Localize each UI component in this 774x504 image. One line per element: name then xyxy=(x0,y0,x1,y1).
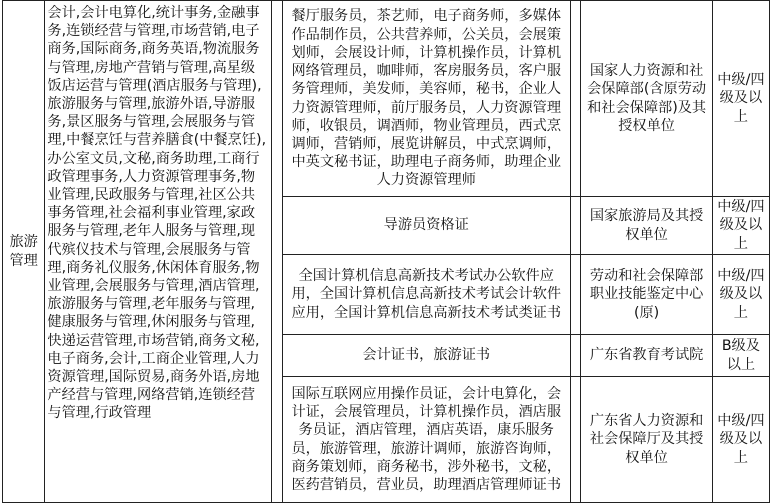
certificate-cell xyxy=(282,1,570,197)
certificate-text: 会计证书，旅游证书 xyxy=(362,347,491,364)
certificate-table xyxy=(2,0,770,503)
spacer-cell xyxy=(570,335,581,377)
table-row xyxy=(3,1,770,197)
certificate-cell xyxy=(282,377,570,503)
certificate-text: 导游员资格证 xyxy=(383,217,469,234)
level-cell: 中级/四级及以上 xyxy=(712,1,769,197)
certificate-cell xyxy=(282,197,570,255)
certificate-text: 餐厅服务员，茶艺师，电子商务师，多媒体作品制作员，公共营养师，公关员，会展策划师，会展设计师，计算机操作员，计算机网络管理员，咖啡师，客房服务员，客户服务管理师，美发师，美容师，秘书，企业人力资源管理师，前厅服务员，人力资源管理师，收银员，调酒师，物业管理员，西式烹调师，营销师，展览讲解员，中式烹调师，中英文秘书证，助理电子商务师，助理企业人力资源管理师 xyxy=(291,8,562,189)
level-cell: B级及以上 xyxy=(712,335,769,377)
authority-cell: 国家旅游局及其授权单位 xyxy=(581,197,712,255)
certificate-cell xyxy=(282,255,570,335)
authority-cell: 广东省教育考试院 xyxy=(581,335,712,377)
spacer-cell xyxy=(272,1,283,503)
authority-cell: 劳动和社会保障部职业技能鉴定中心(原) xyxy=(581,255,712,335)
category-cell: 旅游管理 xyxy=(3,1,45,503)
certificate-text: 全国计算机信息高新技术考试办公软件应用，全国计算机信息高新技术考试会计软件应用，全国计算机信息高新技术考试类证书 xyxy=(291,268,562,321)
majors-cell: 会计,会计电算化,统计事务,金融事务,连锁经营与管理,市场营销,电子商务,国际商务,商务英语,物流服务与管理,房地产营销与管理,高星级饭店运营与管理(酒店服务与管理),旅游服务与管理,旅游外语,导游服务,景区服务与管理,会展服务与管理,中餐烹饪与营养膳食(中餐烹饪),办公室文员,文秘,商务助理,工商行政管理事务,人力资源管理事务,物业管理,民政服务与管理,社区公共事务管理,社会福利事业管理,家政服务与管理,老年人服务与管理,现代殡仪技术与管理,会展服务与管理,商务礼仪服务,休闲体育服务,物业管理,会展服务与管理,酒店管理,旅游服务与管理,老年服务与管理,健康服务与管理,休闲服务与管理,快递运营管理,市场营销,商务文秘,电子商务,会计,工商企业管理,人力资源管理,国际贸易,商务外语,房地产经营与管理,网络营销,连锁经营与管理,行政管理 xyxy=(45,1,272,503)
level-cell: 中级/四级及以上 xyxy=(712,377,769,503)
authority-cell: 国家人力资源和社会保障部(含原劳动和社会保障部)及其授权单位 xyxy=(581,1,712,197)
level-cell: 中级/四级及以上 xyxy=(712,197,769,255)
spacer-cell xyxy=(570,1,581,197)
spacer-cell xyxy=(570,377,581,503)
spacer-cell xyxy=(570,255,581,335)
authority-cell: 广东省人力资源和社会保障厅及其授权单位 xyxy=(581,377,712,503)
certificate-cell xyxy=(282,335,570,377)
level-cell: 中级/四级及以上 xyxy=(712,255,769,335)
spacer-cell xyxy=(570,197,581,255)
certificate-text: 国际互联网应用操作员证，会计电算化，会计证，会展管理员，计算机操作员，酒店服务员证，酒店管理，酒店英语，康乐服务员，旅游管理，旅游计调师，旅游咨询师，商务策划师，商务秘书，涉外秘书，文秘，医药营销员，营业员，助理酒店管理师证书 xyxy=(291,385,562,493)
